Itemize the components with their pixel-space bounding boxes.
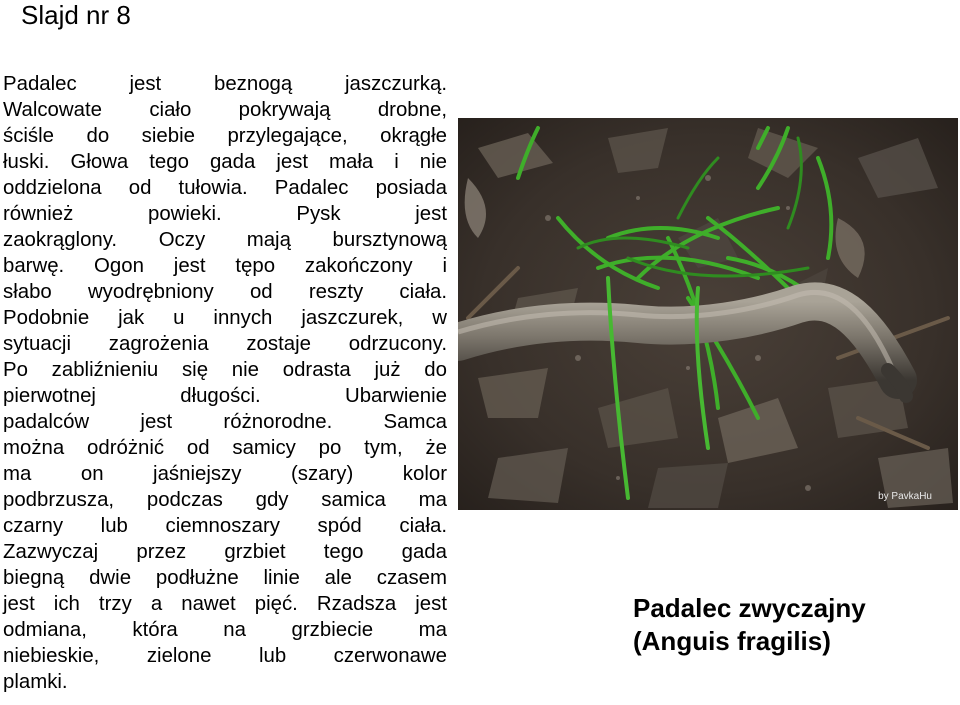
- text-line: Walcowate ciało pokrywają drobne,: [3, 99, 447, 121]
- text-line: oddzielona od tułowia. Padalec posiada: [3, 177, 447, 199]
- text-line: Padalec jest beznogą jaszczurką.: [3, 73, 447, 95]
- text-line: niebieskie, zielone lub czerwonawe: [3, 645, 447, 667]
- text-line: jest ich trzy a nawet pięć. Rzadsza jest: [3, 593, 447, 615]
- text-line: Po zabliźnieniu się nie odrasta już do: [3, 359, 447, 381]
- text-line: plamki.: [3, 671, 68, 693]
- caption-latin-name: (Anguis fragilis): [633, 626, 831, 656]
- text-line: podbrzusza, podczas gdy samica ma: [3, 489, 447, 511]
- text-line: pierwotnej długości. Ubarwienie: [3, 385, 447, 407]
- text-line: można odróżnić od samicy po tym, że: [3, 437, 447, 459]
- text-line: Podobnie jak u innych jaszczurek, w: [3, 307, 447, 329]
- text-line: barwę. Ogon jest tępo zakończony i: [3, 255, 447, 277]
- text-line: sytuacji zagrożenia zostaje odrzucony.: [3, 333, 447, 355]
- slow-worm-photo: [458, 118, 958, 510]
- photo-illustration: [458, 118, 958, 510]
- photo-caption: [633, 592, 866, 658]
- description-paragraph: [3, 71, 447, 695]
- text-line: ściśle do siebie przylegające, okrągłe: [3, 125, 447, 147]
- text-line: łuski. Głowa tego gada jest mała i nie: [3, 151, 447, 173]
- caption-common-name: Padalec zwyczajny: [633, 593, 866, 623]
- photo-credit: by PavkaHu: [878, 491, 932, 502]
- text-line: odmiana, która na grzbiecie ma: [3, 619, 447, 641]
- text-line: Zazwyczaj przez grzbiet tego gada: [3, 541, 447, 563]
- text-line: słabo wyodrębniony od reszty ciała.: [3, 281, 447, 303]
- text-line: zaokrąglony. Oczy mają bursztynową: [3, 229, 447, 251]
- slide-title: Slajd nr 8: [21, 0, 131, 30]
- text-line: biegną dwie podłużne linie ale czasem: [3, 567, 447, 589]
- text-line: czarny lub ciemnoszary spód ciała.: [3, 515, 447, 537]
- text-line: również powieki. Pysk jest: [3, 203, 447, 225]
- text-line: padalców jest różnorodne. Samca: [3, 411, 447, 433]
- text-line: ma on jaśniejszy (szary) kolor: [3, 463, 447, 485]
